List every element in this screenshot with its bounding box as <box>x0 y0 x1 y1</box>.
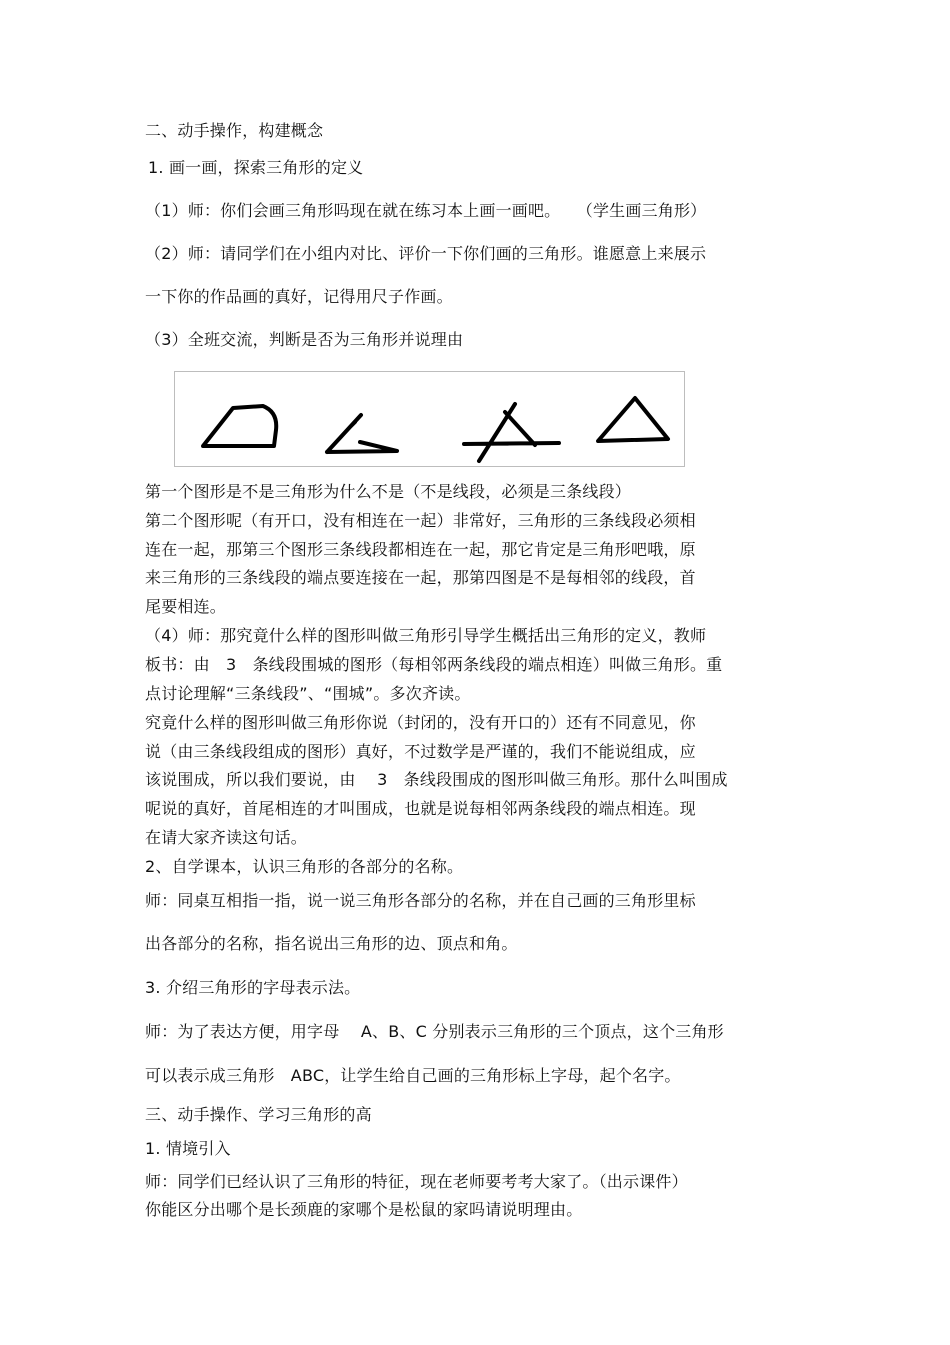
subsection-heading: 1. 画一画，探索三角形的定义 <box>148 158 364 177</box>
paragraph-line: 说（由三条线段组成的图形）真好，不过数学是严谨的，我们不能说组成，应 <box>145 742 696 761</box>
subsection-heading: 1. 情境引入 <box>145 1139 231 1158</box>
section-heading: 三、动手操作、学习三角形的高 <box>145 1105 372 1124</box>
paragraph-line: 究竟什么样的图形叫做三角形你说（封闭的，没有开口的）还有不同意见，你 <box>145 713 696 732</box>
subsection-heading: 2、自学课本，认识三角形的各部分的名称。 <box>145 857 464 876</box>
paragraph-line: 师：为了表达方便，用字母 A、B、C 分别表示三角形的三个顶点，这个三角形 <box>145 1022 724 1041</box>
paragraph-line: 师：同桌互相指一指，说一说三角形各部分的名称，并在自己画的三角形里标 <box>145 891 696 910</box>
paragraph-line: 板书：由 3 条线段围城的图形（每相邻两条线段的端点相连）叫做三角形。重 <box>145 655 723 674</box>
paragraph-line: 在请大家齐读这句话。 <box>145 828 308 847</box>
paragraph-line: 点讨论理解“三条线段”、“围城”。多次齐读。 <box>145 684 471 703</box>
paragraph-line: 尾要相连。 <box>145 597 227 616</box>
section-heading: 二、动手操作，构建概念 <box>145 121 324 140</box>
paragraph-line: 呢说的真好，首尾相连的才叫围成，也就是说每相邻两条线段的端点相连。现 <box>145 799 696 818</box>
paragraph-line: （3）全班交流，判断是否为三角形并说理由 <box>145 330 464 349</box>
paragraph-line: （1）师：你们会画三角形吗现在就在练习本上画一画吧。 （学生画三角形） <box>145 201 707 220</box>
shapes-illustration <box>175 372 686 468</box>
shapes-figure <box>174 371 685 467</box>
paragraph-line: 连在一起，那第三个图形三条线段都相连在一起，那它肯定是三角形吧哦，原 <box>145 540 696 559</box>
paragraph-line: 该说围成，所以我们要说，由 3 条线段围成的图形叫做三角形。那什么叫围成 <box>145 770 728 789</box>
shape-4-triangle <box>598 398 668 441</box>
subsection-heading: 3. 介绍三角形的字母表示法。 <box>145 978 361 997</box>
paragraph-line: （2）师：请同学们在小组内对比、评价一下你们画的三角形。谁愿意上来展示 <box>145 244 707 263</box>
shape-2-open <box>327 415 397 452</box>
paragraph-line: 你能区分出哪个是长颈鹿的家哪个是松鼠的家吗请说明理由。 <box>145 1200 583 1219</box>
shape-3-crossed <box>464 404 559 461</box>
shape-1-curved <box>203 406 276 446</box>
paragraph-line: 第二个图形呢（有开口，没有相连在一起）非常好，三角形的三条线段必须相 <box>145 511 696 530</box>
paragraph-line: 出各部分的名称，指名说出三角形的边、顶点和角。 <box>145 934 518 953</box>
paragraph-line: 第一个图形是不是三角形为什么不是（不是线段，必须是三条线段） <box>145 482 632 501</box>
paragraph-line: 一下你的作品画的真好，记得用尺子作画。 <box>145 287 453 306</box>
paragraph-line: （4）师：那究竟什么样的图形叫做三角形引导学生概括出三角形的定义，教师 <box>145 626 707 645</box>
paragraph-line: 可以表示成三角形 ABC，让学生给自己画的三角形标上字母，起个名字。 <box>145 1066 681 1085</box>
paragraph-line: 师：同学们已经认识了三角形的特征，现在老师要考考大家了。（出示课件） <box>145 1172 688 1191</box>
paragraph-line: 来三角形的三条线段的端点要连接在一起，那第四图是不是每相邻的线段，首 <box>145 568 696 587</box>
